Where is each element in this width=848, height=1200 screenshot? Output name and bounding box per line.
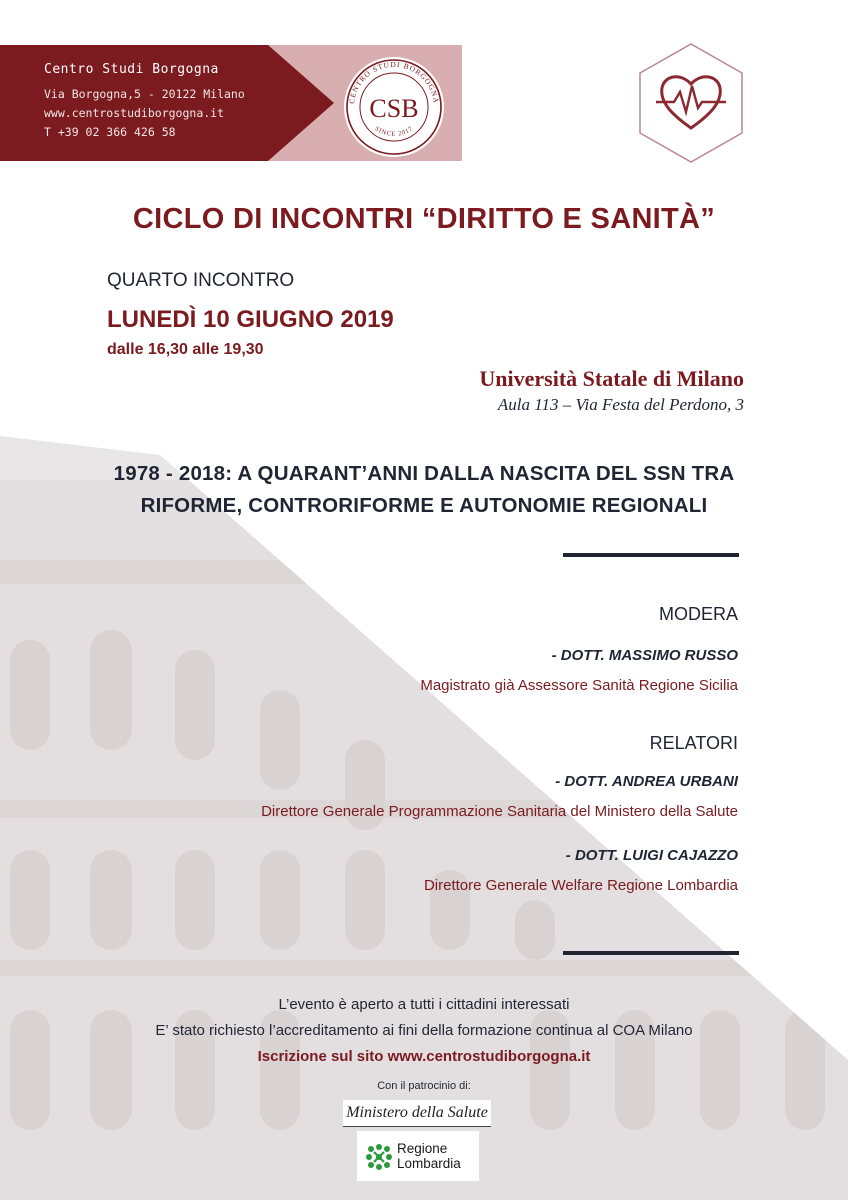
csb-logo-monogram: CSB (369, 94, 419, 123)
lombardia-logo-text-line-2: Lombardia (397, 1156, 461, 1171)
org-website[interactable]: www.centrostudiborgogna.it (44, 106, 225, 120)
event-topic (40, 458, 808, 522)
org-phone: T +39 02 366 426 58 (44, 125, 176, 139)
lombardia-logo-text (397, 1141, 461, 1171)
event-topic-line-1: 1978 - 2018: A QUARANT’ANNI DALLA NASCITA DEL SSN TRA (113, 462, 735, 485)
moderator-role: Magistrato già Assessore Sanità Regione Sicilia (420, 677, 738, 694)
csb-logo-since: SINCE 2017 (373, 125, 415, 138)
event-topic-line-2: RIFORME, CONTRORIFORME E AUTONOMIE REGIONALI (140, 494, 708, 517)
org-address: Via Borgogna,5 - 20122 Milano (44, 87, 245, 101)
speaker-name-1: - DOTT. ANDREA URBANI (555, 773, 738, 790)
separator-top (563, 553, 739, 557)
speakers-label: RELATORI (649, 733, 738, 753)
venue-name: Università Statale di Milano (479, 366, 744, 391)
meeting-number: QUARTO INCONTRO (107, 270, 295, 291)
patronage-label: Con il patrocinio di: (377, 1080, 471, 1092)
heart-pulse-icon (638, 42, 744, 164)
moderator-label: MODERA (658, 604, 738, 624)
venue-address: Aula 113 – Via Festa del Perdono, 3 (497, 395, 744, 414)
csb-logo-ring-text: CENTRO STUDI BORGOGNA (347, 59, 441, 105)
meeting-time: dalle 16,30 alle 19,30 (107, 341, 264, 358)
org-name: Centro Studi Borgogna (44, 62, 219, 77)
lombardia-logo-text-line-1: Regione (397, 1141, 448, 1156)
registration-line[interactable]: Iscrizione sul sito www.centrostudiborgogna.it (257, 1048, 591, 1065)
speaker-name-2: - DOTT. LUIGI CAJAZZO (565, 847, 738, 864)
csb-logo (342, 55, 446, 159)
regione-lombardia-logo (356, 1130, 480, 1182)
separator-bottom (563, 951, 739, 955)
meeting-date: LUNEDÌ 10 GIUGNO 2019 (107, 306, 394, 333)
accreditation-line: E’ stato richiesto l’accreditamento ai fini della formazione continua al COA Milano (155, 1022, 693, 1039)
series-title: CICLO DI INCONTRI “DIRITTO E SANITÀ” (132, 203, 716, 235)
moderator-name: - DOTT. MASSIMO RUSSO (551, 647, 738, 664)
speaker-role-2: Direttore Generale Welfare Regione Lombardia (423, 877, 738, 894)
speaker-role-1: Direttore Generale Programmazione Sanitaria del Ministero della Salute (261, 803, 738, 820)
open-to-public-line: L’evento è aperto a tutti i cittadini interessati (278, 996, 570, 1013)
lombardia-rosa-camuna-icon (365, 1143, 393, 1171)
ministero-salute-logo: Ministero della Salute (343, 1100, 491, 1127)
